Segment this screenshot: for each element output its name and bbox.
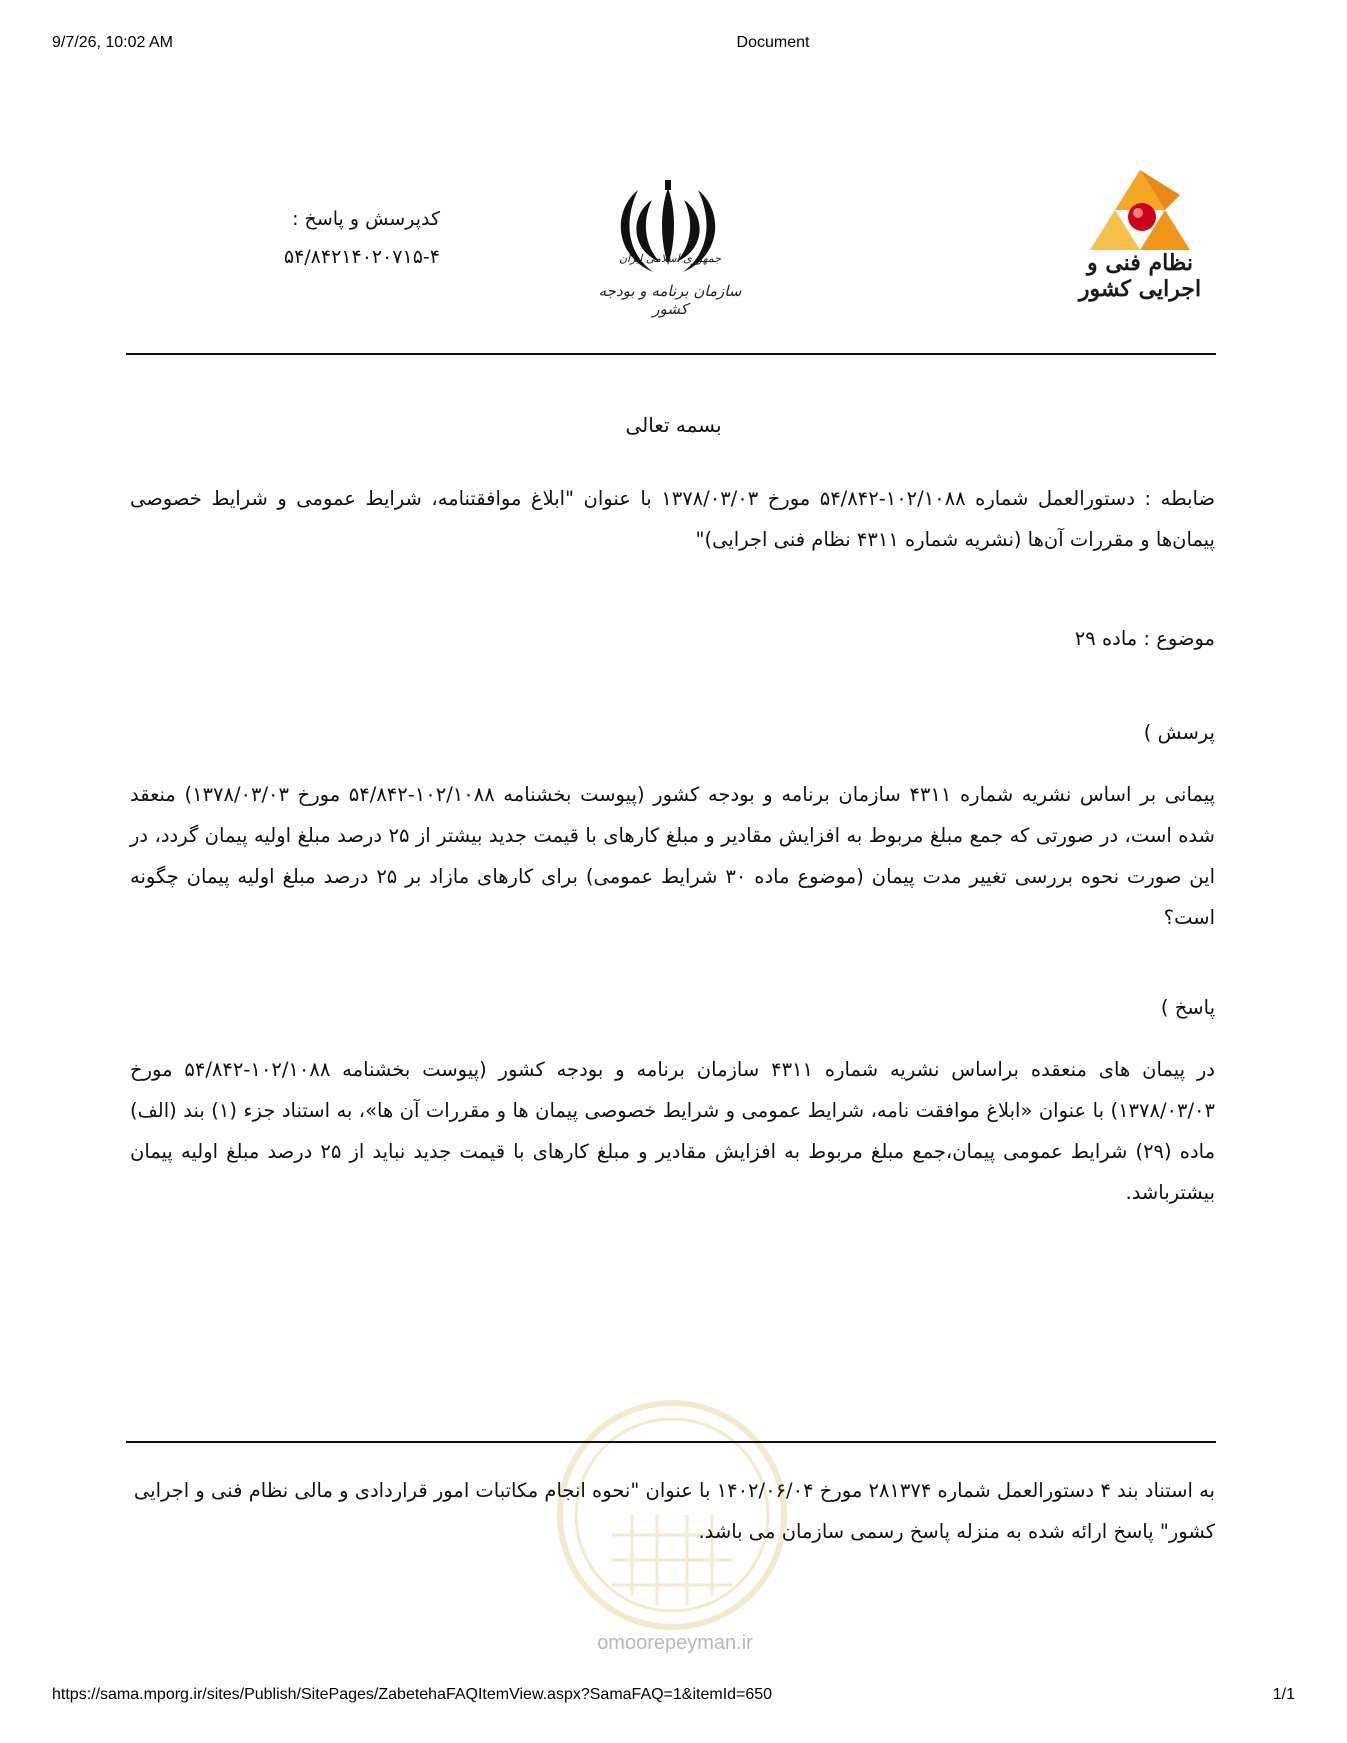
question-paragraph: پیمانی بر اساس نشریه شماره ۴۳۱۱ سازمان برنامه و بودجه کشور (پیوست بخشنامه ۱۰۲/۱۰۸۸-۵۴/۸۴۲ مورخ ۱۳۷۸/۰۳/۰۳) منعقد شده است، در صورتی که جمع مبلغ مربوط به افزایش مقادیر و مبلغ کارهای با قیمت جدید بیشتر از ۲۵ درصد مبلغ اولیه پیمان گردد، در این صورت نحوه بررسی تغییر مدت پیمان (موضوع ماده ۳۰ شرایط عمومی) برای کارهای مازاد بر ۲۵ درصد مبلغ اولیه پیمان چگونه است؟	[130, 783, 1216, 929]
emblem-caption-organization: سازمان برنامه و بودجه کشور	[598, 282, 742, 318]
print-url: https://sama.mporg.ir/sites/Publish/SitePages/ZabetehaFAQItemView.aspx?SamaFAQ=1&itemId=650	[52, 1686, 773, 1703]
header-divider	[126, 353, 1216, 355]
zabeteh-paragraph: ضابطه : دستورالعمل شماره ۱۰۲/۱۰۸۸-۵۴/۸۴۲ مورخ ۱۳۷۸/۰۳/۰۳ با عنوان "ابلاغ موافقتنامه، شرایط عمومی و شرایط خصوصی پیمان‌ها و مقررات آن‌ها (نشریه شماره ۴۳۱۱ نظام فنی اجرایی)"	[130, 487, 1215, 551]
footer-divider	[126, 1441, 1216, 1443]
print-datetime: 9/7/26, 10:02 AM	[52, 34, 173, 51]
nezam-fanni-logo-text: نظام فنی و اجرایی کشور	[1078, 250, 1202, 302]
official-answer-note-line2: کشور" پاسخ ارائه شده به منزله پاسخ رسمی سازمان می باشد.	[698, 1520, 1215, 1543]
emblem-caption-republic: جمهوری اسلامی ایران	[618, 252, 722, 265]
watermark-url: omoorepeyman.ir	[597, 1632, 753, 1654]
answer-paragraph: در پیمان های منعقده براساس نشریه شماره ۴۳۱۱ سازمان برنامه و بودجه کشور (پیوست بخشنامه ۱۰۲/۱۰۸۸-۵۴/۸۴۲ مورخ ۱۳۷۸/۰۳/۰۳) با عنوان «ابلاغ موافقت نامه، شرایط عمومی و شرایط خصوصی پیمان ها و مقررات آن ها»، به استناد جزء (۱) بند (الف) ماده (۲۹) شرایط عمومی پیمان،جمع مبلغ مربوط به افزایش مقادیر و مبلغ کارهای با قیمت جدید نباید از ۲۵ درصد مبلغ اولیه پیمان بیشترباشد.	[130, 1058, 1216, 1204]
answer-heading: پاسخ )	[1160, 996, 1215, 1019]
subject-line: موضوع : ماده ۲۹	[1074, 627, 1215, 650]
print-header	[0, 34, 1347, 58]
bismillah-heading: بسمه تعالی	[625, 413, 722, 437]
print-title: Document	[736, 34, 810, 51]
print-footer	[0, 1686, 1347, 1710]
qa-code-value: ۵۴/۸۴۲۱۴۰۲۰۷۱۵-۴	[283, 246, 440, 268]
official-answer-note	[130, 1470, 1215, 1552]
qa-code-label: کدپرسش و پاسخ :	[292, 208, 440, 230]
print-page-number: 1/1	[1272, 1686, 1295, 1703]
question-heading: پرسش )	[1143, 721, 1215, 744]
official-answer-note-line1: به استناد بند ۴ دستورالعمل شماره ۲۸۱۳۷۴ مورخ ۱۴۰۲/۰۶/۰۴ با عنوان "نحوه انجام مکاتبات امور قراردادی و مالی نظام فنی و اجرایی	[133, 1479, 1215, 1502]
